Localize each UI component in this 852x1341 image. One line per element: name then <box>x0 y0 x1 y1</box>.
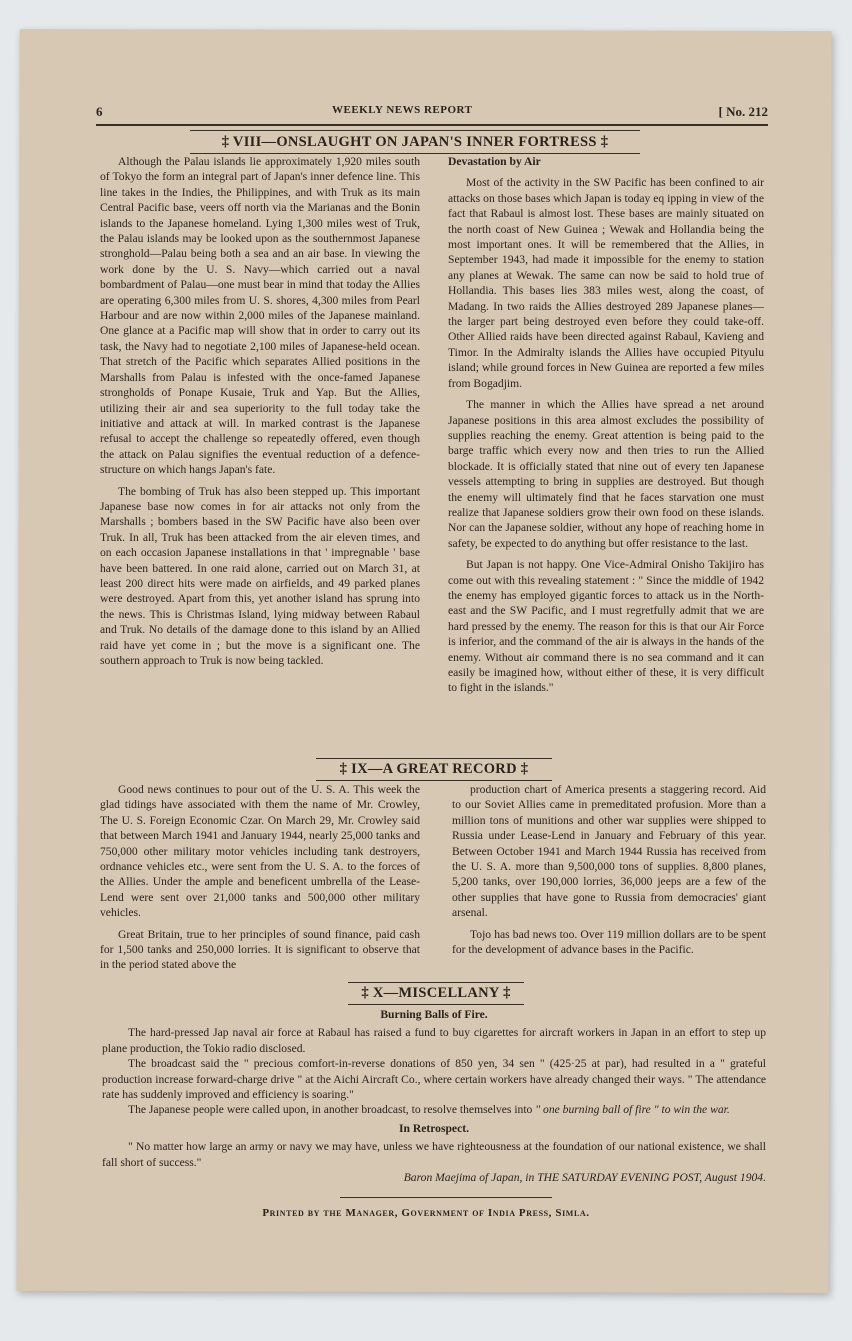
section8-left-para-1: Although the Palau islands lie approximately 1,920 miles south of Tokyo the form an integral part of Japan's inner defence line. This line takes in the Indies, the Philippines, and with Truk as its main Central Pacific base, veers off north via the Marianas and the Bonin islands to the Japanese homeland. Lying 1,300 miles west of Truk, the Palau islands may be looked upon as the southernmost Japanese stronghold—Palau being both a sea and an air base. In viewing the work done by the U. S. Navy—which carried out a naval bombardment of Palau—one must bear in mind that today the Allies are operating 6,300 miles from U. S. shores, 4,300 miles from Pearl Harbour and are now within 2,000 miles of the Japanese mainland. One glance at a Pacific map will show that in order to carry out its task, the Navy had to negotiate 2,100 miles of Japanese-held ocean. That stretch of the Pacific which separates Allied positions in the Marshalls from Palau is infested with the once-famed Japanese strongholds of Ponape Kusaie, Truk and Yap. But the Allies, utilizing their air and sea superiority to the full today take the initiative and attack at will. In marked contrast is the Japanese refusal to accept the challenge so repeatedly offered, even though the attack on Palau signifies the eventual reduction of a defence-structure on which hangs Japan's fate. <box>100 155 420 477</box>
section8-right-column <box>448 154 764 696</box>
section8-rule-top <box>190 130 640 131</box>
section8-subhead: Devastation by Air <box>448 155 541 168</box>
section10-para-3-italic: " one burning ball of fire " to win the war. <box>535 1103 730 1117</box>
section9-rule-bottom <box>316 780 552 781</box>
section9-left-para-2: Great Britain, true to her principles of sound finance, paid cash for 1,500 tanks and 250,000 lorries. It is significant to observe that in the period stated above the <box>100 927 420 972</box>
section10-para-3 <box>102 1102 766 1117</box>
section9-left-para-1: Good news continues to pour out of the U. S. A. This week the glad tidings have associated with them the name of Mr. Crowley, The U. S. Foreign Economic Czar. On March 29, Mr. Crowley said that between March 1941 and January 1944, nearly 25,000 tanks and 750,000 other military motor vehicles including tank destroyers, ordnance vehicles etc., were sent from the U. S. A. to the forces of the Allies. Under the ample and beneficent umbrella of the Lease-Lend were sent over 21,000 tanks and 500,000 other military vehicles. <box>100 783 420 920</box>
printer-credit: Printed by the Manager, Government of India Press, Simla. <box>262 1207 590 1219</box>
section10-body <box>102 1004 766 1185</box>
footer-rule <box>340 1197 552 1198</box>
section10-quote: " No matter how large an army or navy we may have, unless we have righteousness at the foundation of our national existence, we shall fall short of success." <box>102 1140 766 1169</box>
section9-right-column <box>452 782 766 957</box>
section10-title: ‡ X—MISCELLANY ‡ <box>361 985 511 1001</box>
section9-left-column <box>100 782 420 973</box>
section10-subhead-1: Burning Balls of Fire. <box>380 1008 488 1021</box>
section10-signature: Baron Maejima of Japan, in THE SATURDAY EVENING POST, August 1904. <box>403 1171 766 1185</box>
section10-para-2: The broadcast said the " precious comfort-in-reverse donations of 850 yen, 34 sen " (425·25 at par), had resulted in a " grateful production increase forward-charge drive " at the Aichi Aircraft Co., where certain workers have already changed their ways. " The attendance rate has suddenly improved and efficiency is soaring." <box>102 1057 766 1102</box>
section8-right-para-3: But Japan is not happy. One Vice-Admiral Onisho Takijiro has come out with this revealing statement : " Since the middle of 1942 the enemy has employed gigantic forces to attack us in the North-east and the SW Pacific, and I must regretfully admit that we are hard pressed by the enemy. The reason for this is that our Air Force is inferior, and the command of the air is always in the hands of the enemy. Without air command there is no sea command and it can easily be imagined how, without either of these, it is very difficult to fight in the islands." <box>448 558 764 695</box>
section8-right-para-1: Most of the activity in the SW Pacific has been confined to air attacks on those bases which Japan is today eq ipping in view of the fact that Rabaul is almost lost. These bases are mainly situated on the north coast of New Guinea ; Wewak and Hollandia being the most important ones. It will be remembered that the Allies, in September 1943, had made it impossible for the enemy to station any planes at Wewak. The same can now be said to hold true of Hollandia. This bases lies 383 miles west, along the coast, of Madang. In two raids the Allies destroyed 289 Japanese planes—the larger part being destroyed even before they could take-off. Other Allied raids have been directed against Rabaul, Kavieng and Timor. In the Admiralty islands the Allies have occupied Pityulu island; while ground forces in New Guinea are reported a few miles from Bogadjim. <box>448 176 764 390</box>
issue-number: [ No. 212 <box>718 104 768 119</box>
section8-left-para-2: The bombing of Truk has also been stepped up. This important Japanese base now comes in for air attacks not only from the Marshalls ; bombers based in the SW Pacific have also been over Truk. In all, Truk has been attacked from the air eleven times, and on each occasion Japanese installations in that ' impregnable ' base have been battered. In one raid alone, carried out on March 31, at least 200 direct hits were made on airfields, and 49 parked planes were destroyed. Apart from this, yet another island has sprung into the news. This is Christmas Island, lying midway between Rabaul and Truk. No details of the damage done to this island by an Allied raid have yet come in ; but the move is a significant one. The southern approach to Truk is now being tackled. <box>100 484 420 667</box>
section10-para-3-text: The Japanese people were called upon, in another broadcast, to resolve themselves into <box>128 1103 533 1117</box>
section9-title: ‡ IX—A GREAT RECORD ‡ <box>339 761 529 777</box>
section9-right-para-2: Tojo has bad news too. Over 119 million dollars are to be spent for the development of advance bases in the Pacific. <box>452 927 766 957</box>
page-number: 6 <box>96 104 103 119</box>
section9-right-para-1: production chart of America presents a staggering record. Aid to our Soviet Allies came in premeditated profusion. More than a million tons of munitions and other war supplies were shipped to Russia under Lease-Lend in January and February of this year. Between October 1941 and March 1944 Russia has received from the U. S. A. more than 9,500,000 tons of supplies. 8,800 planes, 5,200 tanks, over 190,000 lorries, 36,000 jeeps are a few of the other supplies that have gone to Russia from democracies' giant arsenal. <box>452 783 766 920</box>
header-rule <box>96 124 768 126</box>
section8-left-column <box>100 154 420 668</box>
section10-subhead-2: In Retrospect. <box>399 1121 469 1135</box>
page-header <box>68 100 768 122</box>
section8-right-para-2: The manner in which the Allies have spread a net around Japanese positions in this area almost excludes the possibility of supplies reaching the enemy. Great attention is being paid to the barge traffic which every now and then tries to run the Allied blockade. It is officially stated that nine out of every ten Japanese vessels attempting to bring in supplies are destroyed. But though the enemy will ultimately find that he faces starvation one must realize that Japanese soldiers grow their own food on these islands. Nor can the Japanese soldier, without any hope of reaching home in safety, be expected to do anything but offer resistance to the last. <box>448 398 764 550</box>
section10-para-1: The hard-pressed Jap naval air force at Rabaul has raised a fund to buy cigarettes for aircraft workers in Japan in an effort to step up plane production, the Tokio radio disclosed. <box>102 1026 766 1055</box>
publication-title: WEEKLY NEWS REPORT <box>332 104 473 116</box>
section10-rule-top <box>348 982 524 983</box>
section9-rule-top <box>316 758 552 759</box>
section8-title: ‡ VIII—ONSLAUGHT ON JAPAN'S INNER FORTRESS ‡ <box>221 134 609 150</box>
